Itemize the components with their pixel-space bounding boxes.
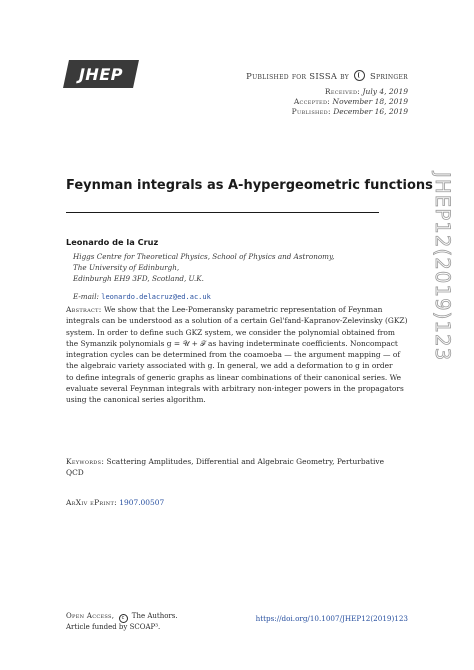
received-date — [325, 87, 408, 96]
side-stamp-text: JHEP12(2019)123 — [431, 172, 454, 362]
accepted-date — [294, 97, 408, 106]
open-access-line — [66, 612, 178, 623]
published-for-text: Published for SISSA by — [246, 71, 350, 81]
published-date — [292, 107, 408, 116]
journal-logo-text: JHEP — [63, 60, 139, 88]
email-label: E-mail: — [73, 292, 99, 301]
keywords-text: Scattering Amplitudes, Differential and Algebraic Geometry, Perturbative — [106, 457, 385, 466]
abstract-line: the algebraic variety associated with g. In general, we add a deformation to g in order — [66, 361, 393, 371]
journal-logo — [66, 60, 136, 88]
abstract-line — [66, 304, 383, 315]
authors-text: The Authors. — [131, 612, 178, 620]
arxiv-label: ArXiv ePrint: — [66, 498, 117, 507]
abstract-line: using the canonical series algorithm. — [66, 395, 206, 405]
affiliation-line: Edinburgh EH9 3FD, Scotland, U.K. — [73, 274, 204, 283]
open-access-label: Open Access, — [66, 612, 115, 620]
side-stamp — [412, 172, 462, 472]
keywords-line: QCD — [66, 468, 84, 478]
title-rule — [66, 212, 379, 213]
funded-line: Article funded by SCOAP³. — [66, 623, 161, 631]
affiliation-line: The University of Edinburgh, — [73, 263, 180, 272]
doi-link[interactable]: https://doi.org/10.1007/JHEP12(2019)123 — [255, 614, 408, 623]
keywords — [66, 456, 385, 479]
email-link[interactable]: leonardo.delacruz@ed.ac.uk — [101, 293, 211, 301]
abstract-line: to define integrals of generic graphs as linear combinations of their canonical series. We — [66, 372, 402, 382]
publisher-name: Springer — [369, 71, 408, 81]
abstract — [66, 304, 408, 406]
abstract-line: system. In order to define such GKZ system, we consider the polynomial obtained from — [66, 327, 395, 337]
accepted-value: November 18, 2019 — [332, 97, 408, 106]
received-value: July 4, 2019 — [362, 87, 408, 96]
keywords-line — [66, 456, 385, 467]
publisher-line — [246, 70, 408, 81]
published-label: Published: — [291, 107, 331, 116]
abstract-line: the Symanzik polynomials g = 𝒰 + ℱ as having indeterminate coefficients. Noncompact — [66, 338, 398, 348]
abstract-text: We show that the Lee-Pomeransky parametric representation of Feynman — [103, 305, 383, 314]
copyright-icon: c — [119, 614, 128, 623]
author-name: Leonardo de la Cruz — [66, 237, 159, 247]
abstract-line: integration cycles can be determined from the coamoeba — the argument mapping — of — [66, 350, 401, 360]
arxiv-eprint — [66, 498, 164, 507]
affiliation-line: Higgs Centre for Theoretical Physics, School of Physics and Astronomy, — [73, 252, 335, 261]
abstract-label: Abstract: — [66, 305, 102, 314]
abstract-line: evaluate several Feynman integrals with arbitrary non-integer powers in the propagators — [66, 384, 404, 394]
arxiv-link[interactable]: 1907.00507 — [119, 498, 165, 507]
springer-horse-icon — [354, 70, 365, 81]
published-value: December 16, 2019 — [333, 107, 408, 116]
abstract-line: integrals can be understood as a solution of a certain Gel'fand-Kapranov-Zelevinsky (GKZ) — [66, 316, 408, 326]
accepted-label: Accepted: — [293, 97, 331, 106]
paper-title: Feynman integrals as A-hypergeometric functions — [66, 178, 433, 193]
received-label: Received: — [324, 87, 361, 96]
email-line — [73, 292, 211, 301]
keywords-label: Keywords: — [66, 457, 105, 466]
